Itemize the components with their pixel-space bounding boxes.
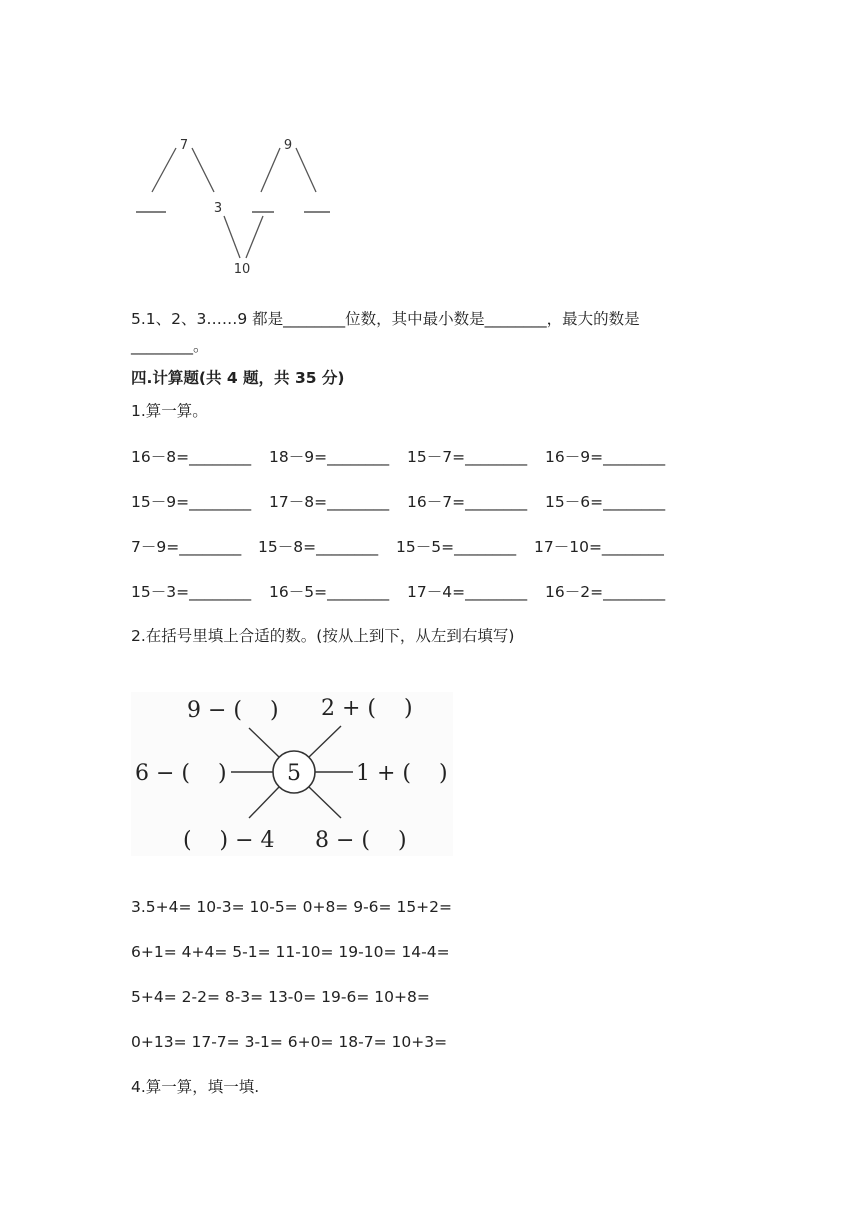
q1-cell: 18－9=________	[269, 448, 390, 466]
decomposition-diagram	[130, 130, 350, 280]
q1-cell: 16－8=________	[131, 448, 252, 466]
expr-top-right: 2 + ( )	[321, 696, 413, 721]
q1-cell: 17－10=________	[534, 538, 664, 556]
q1-row	[131, 447, 665, 467]
q3-line: 6+1= 4+4= 5-1= 11-10= 19-10= 14-4=	[131, 943, 450, 961]
node-top-right: 9	[283, 138, 293, 153]
q5-line1: 5.1、2、3……9 都是________位数，其中最小数是________，最大的数是	[131, 310, 640, 328]
star-diagram	[131, 692, 453, 856]
q1-cell: 16－7=________	[407, 493, 528, 511]
q1-row	[131, 492, 665, 512]
expr-bottom-right: 8 − ( )	[315, 828, 407, 853]
q1-cell: 15－6=________	[545, 493, 666, 511]
node-middle: 3	[213, 201, 223, 216]
q1-row	[131, 582, 665, 602]
q1-cell: 16－5=________	[269, 583, 390, 601]
expr-bottom-left: ( ) − 4	[183, 828, 275, 853]
q1-cell: 16－2=________	[545, 583, 666, 601]
expr-right: 1 + ( )	[356, 761, 448, 786]
expr-left: 6 − ( )	[135, 761, 227, 786]
q1-title: 1.算一算。	[131, 402, 208, 420]
q3-line: 0+13= 17-7= 3-1= 6+0= 18-7= 10+3=	[131, 1033, 448, 1051]
section-heading: 四.计算题(共 4 题，共 35 分)	[131, 369, 345, 387]
q1-cell: 7－9=________	[131, 538, 242, 556]
q1-cell: 15－9=________	[131, 493, 252, 511]
q1-cell: 15－8=________	[258, 538, 379, 556]
q3-line: 3.5+4= 10-3= 10-5= 0+8= 9-6= 15+2=	[131, 898, 453, 916]
q1-cell: 17－4=________	[407, 583, 528, 601]
q1-cell: 15－5=________	[396, 538, 517, 556]
q1-cell: 17－8=________	[269, 493, 390, 511]
center-number: 5	[287, 761, 301, 786]
node-top-left: 7	[179, 138, 189, 153]
q1-cell: 15－3=________	[131, 583, 252, 601]
q4-title: 4.算一算，填一填.	[131, 1078, 260, 1096]
q1-row	[131, 537, 664, 557]
expr-top-left: 9 − ( )	[187, 698, 279, 723]
q3-line: 5+4= 2-2= 8-3= 13-0= 19-6= 10+8=	[131, 988, 430, 1006]
node-bottom: 10	[233, 262, 251, 277]
q1-cell: 15－7=________	[407, 448, 528, 466]
q2-title: 2.在括号里填上合适的数。(按从上到下，从左到右填写)	[131, 627, 515, 645]
q1-cell: 16－9=________	[545, 448, 666, 466]
q5-line2: ________。	[131, 337, 209, 355]
